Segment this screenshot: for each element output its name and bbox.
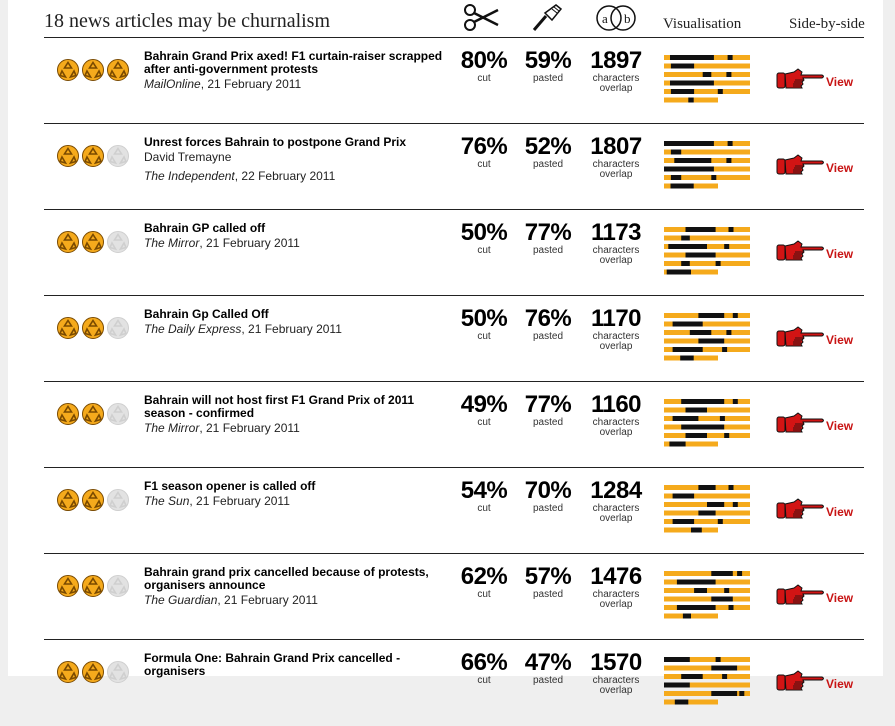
overlap-stat-value: 1476	[590, 563, 642, 590]
cut-stat-value: 49%	[460, 391, 508, 418]
article-title[interactable]: Bahrain grand prix cancelled because of protests, organisers announce	[144, 565, 429, 592]
paintbrush-icon	[530, 2, 564, 39]
viz-unique-segment	[686, 433, 708, 438]
recycle-icon-inactive	[106, 144, 130, 168]
cut-stat-value: 54%	[460, 477, 508, 504]
cut-stat-value: 76%	[460, 133, 508, 160]
viz-unique-segment	[733, 502, 738, 507]
viz-unique-segment	[671, 184, 694, 189]
publication-date: , 21 February 2011	[200, 77, 302, 91]
viz-unique-segment	[688, 98, 693, 103]
publication-date: , 21 February 2011	[241, 322, 342, 336]
pointing-hand-icon	[776, 68, 826, 92]
recycle-icon-active	[56, 316, 80, 340]
cut-stat-label: cut	[477, 73, 491, 84]
cut-stat	[448, 306, 520, 342]
viz-unique-segment	[673, 347, 703, 352]
view-side-by-side-button[interactable]	[776, 326, 856, 350]
overlap-stat	[576, 134, 656, 180]
publication-name: The Independent	[144, 169, 235, 183]
article-row	[44, 381, 864, 468]
viz-unique-segment	[671, 175, 681, 180]
viz-unique-segment	[711, 597, 733, 602]
viz-text-line	[664, 261, 750, 266]
pointing-hand-icon	[776, 154, 826, 178]
results-header	[8, 0, 883, 38]
pasted-stat-label: pasted	[532, 675, 564, 686]
pointing-hand-icon	[776, 584, 826, 608]
cut-stat	[448, 220, 520, 256]
viz-unique-segment	[673, 519, 695, 524]
sidebyside-column-label: Side-by-side	[789, 16, 865, 32]
recycle-icon-inactive	[106, 402, 130, 426]
overlap-stat-value: 1897	[590, 47, 642, 74]
publication-name: The Guardian	[144, 593, 218, 607]
viz-unique-segment	[733, 313, 738, 318]
article-source	[144, 322, 342, 336]
recycle-icon-active	[56, 144, 80, 168]
pasted-stat-label: pasted	[532, 589, 564, 600]
article-title[interactable]: Formula One: Bahrain Grand Prix cancelled - organisers	[144, 651, 401, 678]
publication-date: , 21 February 2011	[189, 494, 290, 508]
viz-unique-segment	[694, 588, 707, 593]
overlap-stat-value: 1807	[590, 133, 642, 160]
cut-stat	[448, 134, 520, 170]
overlap-stat-value: 1570	[590, 649, 642, 676]
results-panel	[8, 0, 883, 696]
pasted-stat-value: 70%	[524, 477, 572, 504]
cut-stat-label: cut	[477, 417, 491, 428]
churn-score	[56, 488, 131, 512]
pasted-stat-value: 77%	[524, 391, 572, 418]
overlap-stat-value: 1173	[590, 219, 642, 246]
venn-a-label: a	[602, 11, 608, 26]
pasted-stat-label: pasted	[532, 73, 564, 84]
view-side-by-side-button[interactable]	[776, 240, 856, 264]
pasted-stat	[512, 220, 584, 256]
viz-unique-segment	[718, 89, 723, 94]
churn-score	[56, 574, 131, 598]
viz-unique-segment	[677, 580, 716, 585]
overlap-visualisation	[664, 397, 750, 453]
viz-unique-segment	[726, 72, 731, 77]
article-title[interactable]: Bahrain will not host first F1 Grand Prix of 2011 season - confirmed	[144, 393, 415, 420]
article-title[interactable]: Unrest forces Bahrain to postpone Grand Prix	[144, 135, 407, 149]
view-link[interactable]: View	[826, 419, 854, 433]
viz-unique-segment	[729, 485, 734, 490]
article-row	[44, 553, 864, 640]
overlap-stat	[576, 650, 656, 696]
viz-unique-segment	[718, 519, 723, 524]
viz-unique-segment	[707, 502, 724, 507]
recycle-icon-active	[81, 144, 105, 168]
viz-unique-segment	[671, 89, 694, 94]
pasted-stat-label: pasted	[532, 245, 564, 256]
view-side-by-side-button[interactable]	[776, 68, 856, 92]
overlap-stat-label: overlap	[599, 83, 633, 94]
scissors-icon	[463, 2, 501, 39]
viz-unique-segment	[675, 700, 689, 705]
viz-unique-segment	[698, 485, 715, 490]
viz-unique-segment	[664, 167, 714, 172]
viz-unique-segment	[691, 528, 702, 533]
pasted-stat	[512, 392, 584, 428]
article-author: David Tremayne	[144, 150, 232, 164]
pasted-stat-label: pasted	[532, 417, 564, 428]
recycle-icon-active	[81, 488, 105, 512]
viz-unique-segment	[673, 322, 703, 327]
overlap-stat	[576, 478, 656, 524]
overlap-visualisation	[664, 225, 750, 281]
viz-unique-segment	[669, 442, 685, 447]
viz-unique-segment	[664, 683, 690, 688]
viz-unique-segment	[671, 64, 694, 69]
cut-stat-label: cut	[477, 503, 491, 514]
recycle-icon-active	[81, 316, 105, 340]
overlap-visualisation	[664, 569, 750, 625]
article-row	[44, 295, 864, 382]
recycle-icon-active	[56, 574, 80, 598]
cut-stat-label: cut	[477, 589, 491, 600]
churn-score	[56, 144, 131, 168]
article-source	[144, 494, 290, 508]
venn-b-label: b	[624, 11, 631, 26]
view-side-by-side-button[interactable]	[776, 154, 856, 178]
pasted-stat-label: pasted	[532, 503, 564, 514]
view-side-by-side-button[interactable]	[776, 498, 856, 522]
view-link[interactable]: View	[826, 677, 854, 691]
article-source	[144, 421, 300, 435]
overlap-stat-label: characters	[592, 417, 640, 428]
viz-unique-segment	[686, 227, 716, 232]
viz-unique-segment	[670, 55, 714, 60]
cut-stat	[448, 392, 520, 428]
recycle-icon-active	[81, 58, 105, 82]
article-title[interactable]: Bahrain Gp Called Off	[144, 307, 269, 321]
pasted-stat-value: 77%	[524, 219, 572, 246]
viz-unique-segment	[681, 236, 690, 241]
viz-unique-segment	[724, 433, 729, 438]
overlap-stat-label: characters	[592, 331, 640, 342]
article-row	[44, 639, 864, 726]
cut-stat-value: 50%	[460, 305, 508, 332]
view-side-by-side-button[interactable]	[776, 584, 856, 608]
recycle-icon-active	[81, 660, 105, 684]
view-link[interactable]: View	[826, 247, 854, 261]
viz-unique-segment	[737, 571, 742, 576]
overlap-visualisation	[664, 53, 750, 109]
pointing-hand-icon	[776, 670, 826, 694]
overlap-stat	[576, 220, 656, 266]
overlap-stat-value: 1160	[590, 391, 642, 418]
recycle-icon-active	[106, 58, 130, 82]
article-row	[44, 123, 864, 210]
overlap-stat-value: 1170	[590, 305, 642, 332]
viz-unique-segment	[711, 175, 716, 180]
article-source	[144, 236, 300, 250]
pointing-hand-icon	[776, 412, 826, 436]
recycle-icon-inactive	[106, 660, 130, 684]
view-side-by-side-button[interactable]	[776, 412, 856, 436]
viz-unique-segment	[686, 408, 708, 413]
viz-unique-segment	[720, 416, 725, 421]
viz-unique-segment	[670, 81, 714, 86]
pasted-stat	[512, 564, 584, 600]
publication-date: , 21 February 2011	[199, 236, 300, 250]
pasted-stat	[512, 48, 584, 84]
viz-unique-segment	[729, 227, 734, 232]
viz-unique-segment	[681, 261, 690, 266]
venn-ab-icon	[594, 2, 640, 39]
article-row	[44, 467, 864, 554]
overlap-stat-label: characters	[592, 675, 640, 686]
viz-unique-segment	[726, 330, 731, 335]
article-title[interactable]: F1 season opener is called off	[144, 479, 316, 493]
overlap-visualisation	[664, 655, 750, 711]
cut-stat-label: cut	[477, 331, 491, 342]
viz-unique-segment	[728, 55, 733, 60]
article-row	[44, 209, 864, 296]
overlap-stat-label: overlap	[599, 513, 633, 524]
viz-unique-segment	[698, 313, 724, 318]
overlap-stat	[576, 564, 656, 610]
viz-text-line	[664, 597, 750, 602]
pointing-hand-icon	[776, 240, 826, 264]
publication-date: , 21 February 2011	[217, 593, 318, 607]
article-source	[144, 169, 335, 183]
overlap-stat-label: overlap	[599, 169, 633, 180]
pasted-stat	[512, 478, 584, 514]
cut-stat-label: cut	[477, 675, 491, 686]
publication-name: The Sun	[144, 494, 190, 508]
pointing-hand-icon	[776, 498, 826, 522]
recycle-icon-active	[81, 230, 105, 254]
article-source	[144, 77, 301, 91]
viz-unique-segment	[733, 399, 738, 404]
churn-score	[56, 316, 131, 340]
overlap-stat	[576, 392, 656, 438]
recycle-icon-active	[56, 488, 80, 512]
cut-stat-value: 62%	[460, 563, 508, 590]
visualisation-column-label: Visualisation	[663, 16, 742, 32]
viz-unique-segment	[690, 330, 712, 335]
churn-score	[56, 402, 131, 426]
overlap-stat-label: overlap	[599, 341, 633, 352]
cut-stat-label: cut	[477, 245, 491, 256]
publication-name: The Mirror	[144, 421, 200, 435]
viz-unique-segment	[683, 614, 691, 619]
pasted-stat-value: 47%	[524, 649, 572, 676]
pointing-hand-icon	[776, 326, 826, 350]
recycle-icon-inactive	[106, 488, 130, 512]
cut-stat-value: 50%	[460, 219, 508, 246]
overlap-stat-value: 1284	[590, 477, 642, 504]
viz-unique-segment	[739, 691, 744, 696]
publication-date: , 21 February 2011	[199, 421, 300, 435]
publication-name: MailOnline	[144, 77, 201, 91]
viz-unique-segment	[664, 141, 714, 146]
viz-unique-segment	[728, 141, 733, 146]
cut-stat	[448, 48, 520, 84]
recycle-icon-active	[56, 230, 80, 254]
overlap-stat-label: characters	[592, 73, 640, 84]
viz-unique-segment	[722, 347, 727, 352]
overlap-stat	[576, 306, 656, 352]
viz-unique-segment	[680, 356, 694, 361]
churn-score	[56, 660, 131, 684]
cut-stat	[448, 650, 520, 686]
overlap-stat-label: characters	[592, 589, 640, 600]
article-source	[144, 593, 318, 607]
recycle-icon-inactive	[106, 574, 130, 598]
viz-unique-segment	[677, 605, 716, 610]
viz-text-line	[664, 674, 750, 679]
overlap-stat-label: characters	[592, 245, 640, 256]
pasted-stat-value: 59%	[524, 47, 572, 74]
overlap-stat-label: overlap	[599, 599, 633, 610]
viz-unique-segment	[726, 158, 731, 163]
view-link[interactable]: View	[826, 161, 854, 175]
cut-stat-value: 66%	[460, 649, 508, 676]
viz-unique-segment	[667, 270, 691, 275]
viz-unique-segment	[681, 425, 724, 430]
cut-stat	[448, 564, 520, 600]
article-title[interactable]: Bahrain GP called off	[144, 221, 266, 235]
publication-name: The Mirror	[144, 236, 200, 250]
article-title[interactable]: Bahrain Grand Prix axed! F1 curtain-raiser scrapped after anti-government protests	[144, 49, 443, 76]
pasted-stat-label: pasted	[532, 159, 564, 170]
viz-unique-segment	[664, 657, 690, 662]
pasted-stat	[512, 134, 584, 170]
viz-unique-segment	[711, 571, 733, 576]
viz-unique-segment	[681, 399, 724, 404]
recycle-icon-active	[81, 402, 105, 426]
overlap-visualisation	[664, 139, 750, 195]
churn-score	[56, 230, 131, 254]
viz-unique-segment	[724, 244, 729, 249]
viz-unique-segment	[729, 605, 734, 610]
view-side-by-side-button[interactable]	[776, 670, 856, 694]
viz-unique-segment	[674, 158, 711, 163]
viz-unique-segment	[722, 674, 727, 679]
recycle-icon-inactive	[106, 230, 130, 254]
viz-unique-segment	[724, 588, 729, 593]
viz-unique-segment	[686, 253, 716, 258]
publication-name: The Daily Express	[144, 322, 242, 336]
cut-stat-value: 80%	[460, 47, 508, 74]
overlap-visualisation	[664, 311, 750, 367]
viz-text-line	[664, 571, 750, 576]
overlap-stat-label: overlap	[599, 685, 633, 696]
viz-unique-segment	[703, 72, 712, 77]
article-row	[44, 37, 864, 124]
viz-unique-segment	[673, 494, 695, 499]
view-link[interactable]: View	[826, 333, 854, 347]
viz-unique-segment	[681, 674, 703, 679]
overlap-stat-label: characters	[592, 159, 640, 170]
viz-unique-segment	[711, 666, 737, 671]
view-link[interactable]: View	[826, 75, 854, 89]
overlap-stat-label: characters	[592, 503, 640, 514]
viz-unique-segment	[673, 416, 699, 421]
publication-date: , 22 February 2011	[234, 169, 336, 183]
overlap-visualisation	[664, 483, 750, 539]
pasted-stat-value: 52%	[524, 133, 572, 160]
overlap-stat-label: overlap	[599, 427, 633, 438]
overlap-stat-label: overlap	[599, 255, 633, 266]
view-link[interactable]: View	[826, 505, 854, 519]
viz-unique-segment	[668, 244, 707, 249]
results-heading: 18 news articles may be churnalism	[44, 10, 331, 32]
recycle-icon-active	[56, 58, 80, 82]
viz-unique-segment	[711, 691, 737, 696]
viz-text-line	[664, 236, 750, 241]
viz-unique-segment	[698, 339, 724, 344]
recycle-icon-inactive	[106, 316, 130, 340]
viz-unique-segment	[671, 150, 681, 155]
cut-stat-label: cut	[477, 159, 491, 170]
pasted-stat-label: pasted	[532, 331, 564, 342]
pasted-stat-value: 57%	[524, 563, 572, 590]
cut-stat	[448, 478, 520, 514]
pasted-stat	[512, 650, 584, 686]
viz-text-line	[664, 700, 718, 705]
viz-unique-segment	[698, 511, 715, 516]
overlap-stat	[576, 48, 656, 94]
churn-score	[56, 58, 131, 82]
pasted-stat-value: 76%	[524, 305, 572, 332]
recycle-icon-active	[56, 660, 80, 684]
view-link[interactable]: View	[826, 591, 854, 605]
pasted-stat	[512, 306, 584, 342]
viz-unique-segment	[716, 657, 721, 662]
recycle-icon-active	[81, 574, 105, 598]
recycle-icon-active	[56, 402, 80, 426]
viz-unique-segment	[716, 261, 721, 266]
